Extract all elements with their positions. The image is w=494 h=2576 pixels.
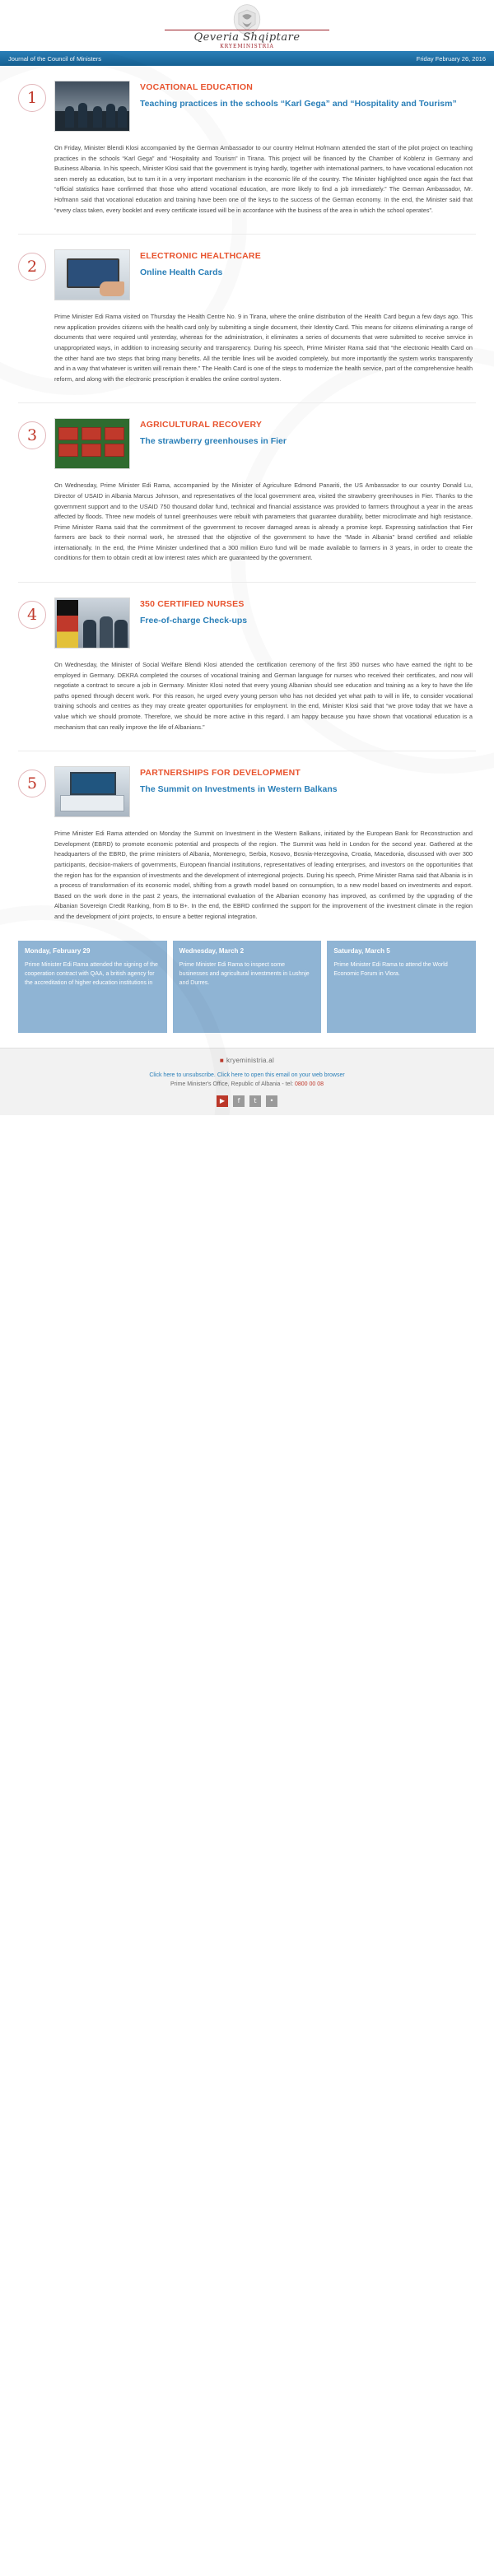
article-kicker: PARTNERSHIPS FOR DEVELOPMENT bbox=[140, 768, 301, 779]
journal-title: Journal of the Council of Ministers bbox=[8, 54, 101, 63]
article-body: Prime Minister Edi Rama attended on Monday the Summit on Investment in the Western Balkans, initiated by the European Bank for Reconstruction and Development (EBRD) to promote economic potential and prospects of the region. The Summit was held in London for the second year. Gathered at the headquarters of the EBRD, the prime ministers of Albania, Montenegro, Serbia, Kosovo, Bosnia-Herzegovina, Croatia, Macedonia, discussed with over 300 participants, decision-makers of governments, European financial institutions, representatives of leading enterprises, and investors on the opportunities that the region has for the expansion of investments and the development of interregional projects. During his speech, Prime Minister Rama said that Albania is in a process of transformation of its economic model, shifting from a growth model based on consumption, to a new model based on investments and export. Based on the work done in the past 2 years, the international evaluation of the Albanian economy has improved, as confirmed by the upgrading of the Albanian Sovereign Credit Ranking, from B to B+. In the end, the EBRD confirmed the support for the improvement of the investment climate in the region and the development of joint projects, to ensure a better regional integration. bbox=[54, 830, 473, 920]
footer-site[interactable] bbox=[0, 1057, 494, 1064]
agenda-text: Prime Minister Edi Rama to attend the World Economic Forum in Vlora. bbox=[333, 961, 448, 977]
article-subhead[interactable]: Teaching practices in the schools “Karl Gega” and “Hospitality and Tourism” bbox=[140, 99, 457, 109]
article-subhead[interactable]: Online Health Cards bbox=[140, 267, 223, 278]
facebook-icon[interactable]: f bbox=[233, 1095, 245, 1107]
unsubscribe-link[interactable]: Click here to unsubscribe. bbox=[149, 1072, 216, 1078]
agenda-card[interactable] bbox=[173, 941, 322, 1033]
article bbox=[0, 583, 494, 737]
newsletter-page bbox=[0, 0, 494, 1115]
articles-container bbox=[0, 66, 494, 928]
article-number: 3 bbox=[18, 421, 46, 449]
rss-icon[interactable]: • bbox=[266, 1095, 277, 1107]
journal-bar bbox=[0, 51, 494, 66]
article-kicker: 350 CERTIFIED NURSES bbox=[140, 599, 245, 610]
article bbox=[0, 235, 494, 389]
article-number: 1 bbox=[18, 84, 46, 112]
article-body: Prime Minister Edi Rama visited on Thursday the Health Centre No. 9 in Tirana, where the online distribution of the Health Card begun a few days ago. This new application provides citizens with the health card only by submitting a single document, their Identity Card. This means for citizens eliminating a range of documents that were required until yesterday, whereas for the administration, it eliminates a series of documents that were submitted to receive service in unappropriated ways, in addition to increasing security and transparency. During his speech, Prime Minister Rama said that “the electronic Health Card on the other hand are two steps that bring many benefits. All the terrible lines will be avoided completely, but more importantly the system works transparently and in a way that whatever is written will remain there.” The Health Card is one of the steps to modernize the health service, part of the comprehensive health reform, and along with the electronic prescription it enables the online control system. bbox=[54, 313, 473, 383]
article-body: On Wednesday, Prime Minister Edi Rama, accompanied by the Minister of Agriculture Edmond Panariti, the US Ambassador to our country Donald Lu, Director of USAID in Albania Marcus Johnson, and representatives of the local government area, visited the strawberry greenhouses in Fier. Thanks to the government support and to the USAID 750 thousand dollar fund, technical and financial assistance was provided to farmers throughout a year in the areas affected by floods. Three new models of tunnel greenhouses were rebuilt with parameters that guarantee durability, better microclimate and high resistance. Prime Minister Rama said that the commitment of the government to recover damaged areas is already a promise kept. Expressing satisfaction that Fier farmers are back to their normal work, he stressed that the objective of the government to have the “Made in Albania” brand certified and reliable internationally. In the end, the Prime Minister underlined that a 300 million Euro fund will be made available to farmers in 3 years, in order to create the conditions for them to obtain credit at low interest rates which are guaranteed by the government. bbox=[54, 481, 473, 562]
footer-office bbox=[0, 1081, 494, 1087]
journal-date: Friday February 26, 2016 bbox=[416, 54, 486, 63]
agenda-card[interactable] bbox=[18, 941, 167, 1033]
agenda-date: Monday, February 29 bbox=[25, 946, 91, 955]
article bbox=[0, 66, 494, 221]
article-kicker: AGRICULTURAL RECOVERY bbox=[140, 420, 263, 430]
article bbox=[0, 403, 494, 569]
article-photo-strawberry-greenhouses[interactable] bbox=[54, 418, 130, 469]
article-number: 4 bbox=[18, 601, 46, 629]
agenda-card[interactable] bbox=[327, 941, 476, 1033]
footer-office-tel: 0800 00 08 bbox=[294, 1081, 324, 1087]
agenda-date: Saturday, March 5 bbox=[333, 946, 390, 955]
article-photo-certified-nurses[interactable] bbox=[54, 598, 130, 649]
social-links bbox=[0, 1095, 494, 1110]
footer-office-label: Prime Minister's Office, Republic of Albania - tel: bbox=[170, 1081, 295, 1087]
article-subhead[interactable]: Free-of-charge Check-ups bbox=[140, 616, 248, 626]
article-kicker: VOCATIONAL EDUCATION bbox=[140, 82, 253, 92]
view-in-browser-link[interactable]: Click here to open this email on your web browser bbox=[217, 1072, 345, 1078]
article-subhead[interactable]: The Summit on Investments in Western Balkans bbox=[140, 784, 338, 795]
youtube-icon[interactable]: ▶ bbox=[217, 1095, 228, 1107]
twitter-icon[interactable]: t bbox=[249, 1095, 261, 1107]
agenda-text: Prime Minister Edi Rama to inspect some businesses and agricultural investments in Lushnje and Durres. bbox=[179, 961, 310, 986]
flag-icon: ■ bbox=[219, 1056, 224, 1064]
article-subhead[interactable]: The strawberry greenhouses in Fier bbox=[140, 436, 287, 447]
article-photo-western-balkans-summit[interactable] bbox=[54, 766, 130, 817]
article-photo-electronic-healthcare[interactable] bbox=[54, 249, 130, 300]
agenda-date: Wednesday, March 2 bbox=[179, 946, 245, 955]
article bbox=[0, 751, 494, 927]
header-script-title: Qeveria Shqiptare bbox=[193, 31, 301, 44]
article-number: 2 bbox=[18, 253, 46, 281]
footer-unsubscribe-row bbox=[0, 1072, 494, 1078]
article-number: 5 bbox=[18, 770, 46, 797]
agenda-cards bbox=[0, 928, 494, 1048]
footer-site-label: kryeministria.al bbox=[226, 1056, 275, 1064]
article-kicker: ELECTRONIC HEALTHCARE bbox=[140, 251, 261, 262]
article-body: On Friday, Minister Blendi Klosi accompanied by the German Ambassador to our country Helmut Hofmann attended the start of the pilot project on teaching practices in the schools “Karl Gega” and “Hospitality and Tourism” in Tirana. This project will be financed by the Chamber of Koblenz in Germany and Business Albania. In his speech, Minister Klosi said that the government is trying hardly, together with international partners, to have vocational education not seen merely as education, but to turn it in a very important mechanism in the economic life of the country. The Minister highlighted once again the fact that “official statistics have confirmed that those who attend vocational education, are more likely to find a job immediately.” The German Ambassador, Mr. Hofmann said that vocational education and training have been one of the keys to the success of the German economy. In the end, the Minister said that “every class taken, every booklet and every certificate issued will be in accordance with the business of the area in which the school operates”. bbox=[54, 144, 473, 214]
article-body: On Wednesday, the Minister of Social Welfare Blendi Klosi attended the certification ceremony of the first 350 nurses who have earned the right to be employed in Germany. DEKRA completed the courses of vocational training and German language for nurses who received their certificates, and now will negotiate a contract to secure a job in Germany. Minister Klosi noted that every young Albanian should see education and training as a key to have the life paths opened through decent work. For this reason, he urged every young person who has not decided yet what path to will in life, to consider vocational training schools and centres as they may create greater opportunities for employment. In the end, Minister Klosi said that “we prove today that we have a value which we should promote. Therefore, we should be more active in this regard. I am happy because you have shown that vocational education is a mechanism that can really improve the life of Albanians.” bbox=[54, 661, 473, 731]
agenda-text: Prime Minister Edi Rama attended the signing of the cooperation contract with QAA, a british agency for the accreditation of higher education institutions in bbox=[25, 961, 158, 986]
article-photo-vocational-education[interactable] bbox=[54, 81, 130, 132]
footer bbox=[0, 1048, 494, 1115]
header-script-subtitle: KRYEMINISTRIA bbox=[220, 44, 274, 49]
masthead bbox=[0, 0, 494, 51]
